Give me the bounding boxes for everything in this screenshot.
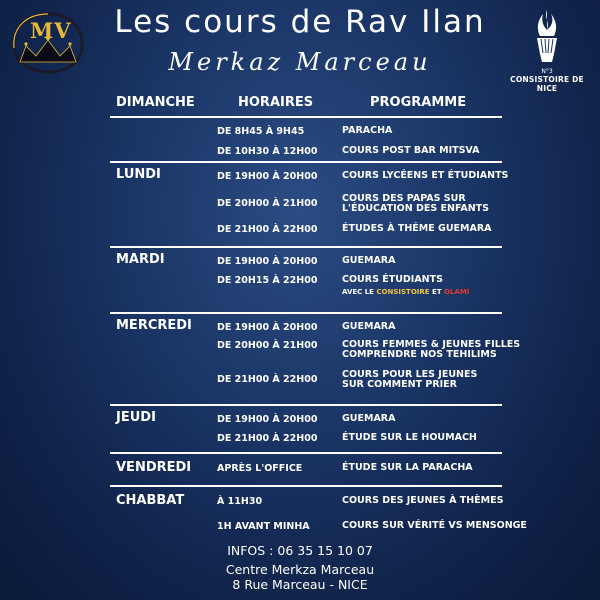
slot-time: DE 19H00 À 20H00 bbox=[217, 171, 318, 182]
note-consistoire: CONSISTOIRE bbox=[376, 288, 430, 296]
slot-program: COURS FEMMES & JEUNES FILLES bbox=[342, 339, 521, 350]
slot-time: APRÈS L'OFFICE bbox=[217, 463, 303, 474]
note-prefix: AVEC LE bbox=[342, 288, 377, 296]
footer-info: INFOS : 06 35 15 10 07 bbox=[227, 543, 373, 558]
page-title: Les cours de Rav Ilan bbox=[114, 4, 486, 40]
slot-time: DE 20H00 À 21H00 bbox=[217, 198, 318, 209]
consistoire-label: CONSISTOIRE DE NICE bbox=[510, 75, 584, 93]
slot-program: ÉTUDE SUR LA PARACHA bbox=[342, 462, 473, 473]
slot-time: DE 20H00 À 21H00 bbox=[217, 340, 318, 351]
slot-program: ÉTUDES À THÉME GUEMARA bbox=[342, 223, 492, 234]
slot-program: L'ÉDUCATION DES ENFANTS bbox=[342, 203, 489, 214]
slot-time: À 11H30 bbox=[217, 496, 263, 507]
flame-icon bbox=[530, 8, 564, 68]
slot-program: GUEMARA bbox=[342, 321, 396, 332]
footer-place: Centre Merkza Marceau bbox=[225, 562, 375, 577]
note-olami: OLAMI bbox=[443, 288, 470, 296]
slot-program: PARACHA bbox=[342, 125, 393, 136]
slot-time: DE 20H15 À 22H00 bbox=[217, 275, 318, 286]
slot-time: 1H AVANT MINHA bbox=[217, 521, 310, 532]
slot-program: COMPRENDRE NOS TEHILIMS bbox=[342, 349, 497, 360]
header-day: DIMANCHE bbox=[116, 95, 195, 110]
slot-program: COURS DES JEUNES À THÈMES bbox=[342, 495, 504, 506]
day-block-chabbat bbox=[110, 487, 527, 535]
day-block-jeudi bbox=[110, 406, 502, 454]
day-name: CHABBAT bbox=[116, 493, 185, 508]
day-name: MARDI bbox=[116, 252, 165, 267]
slot-time: DE 19H00 À 20H00 bbox=[217, 414, 318, 425]
day-block-mercredi bbox=[110, 314, 521, 406]
slot-program: COURS POST BAR MITSVA bbox=[342, 145, 480, 156]
day-block-mardi bbox=[110, 248, 502, 314]
day-block-lundi bbox=[110, 163, 509, 248]
day-name: JEUDI bbox=[116, 410, 156, 425]
table-header bbox=[110, 92, 502, 118]
day-name: VENDREDI bbox=[116, 460, 192, 475]
slot-time: DE 21H00 À 22H00 bbox=[217, 433, 318, 444]
slot-time: DE 19H00 À 20H00 bbox=[217, 322, 318, 333]
note-mid: ET bbox=[429, 288, 444, 296]
footer-address: 8 Rue Marceau - NICE bbox=[232, 577, 368, 592]
slot-program: COURS ÉTUDIANTS bbox=[342, 274, 443, 285]
day-block-vendredi bbox=[110, 454, 502, 487]
slot-program: ÉTUDE SUR LE HOUMACH bbox=[342, 432, 477, 443]
slot-program: COURS SUR VÉRITÉ VS MENSONGE bbox=[342, 520, 527, 531]
slot-time: DE 10H30 À 12H00 bbox=[217, 146, 318, 157]
page-subtitle: Merkaz Marceau bbox=[168, 48, 432, 76]
slot-time: DE 8H45 À 9H45 bbox=[217, 126, 305, 137]
slot-program: GUEMARA bbox=[342, 413, 396, 424]
slot-program: GUEMARA bbox=[342, 255, 396, 266]
consistoire-logo bbox=[502, 8, 592, 92]
day-name: LUNDI bbox=[116, 167, 161, 182]
slot-note bbox=[342, 288, 469, 296]
slot-program: COURS DES PAPAS SUR bbox=[342, 193, 466, 204]
slot-program: SUR COMMENT PRIER bbox=[342, 379, 457, 390]
day-block-dimanche bbox=[110, 118, 502, 163]
slot-time: DE 19H00 À 20H00 bbox=[217, 256, 318, 267]
slot-time: DE 21H00 À 22H00 bbox=[217, 224, 318, 235]
header-time: HORAIRES bbox=[238, 95, 314, 110]
mv-logo-text: MV bbox=[30, 18, 72, 43]
consistoire-number: N°3 bbox=[541, 68, 553, 75]
header-program: PROGRAMME bbox=[370, 95, 467, 110]
schedule-table bbox=[110, 92, 527, 535]
slot-time: DE 21H00 À 22H00 bbox=[217, 374, 318, 385]
slot-program: COURS LYCÉENS ET ÉTUDIANTS bbox=[342, 170, 509, 181]
day-name: MERCREDI bbox=[116, 318, 192, 333]
slot-program: COURS POUR LES JEUNES bbox=[342, 369, 478, 380]
